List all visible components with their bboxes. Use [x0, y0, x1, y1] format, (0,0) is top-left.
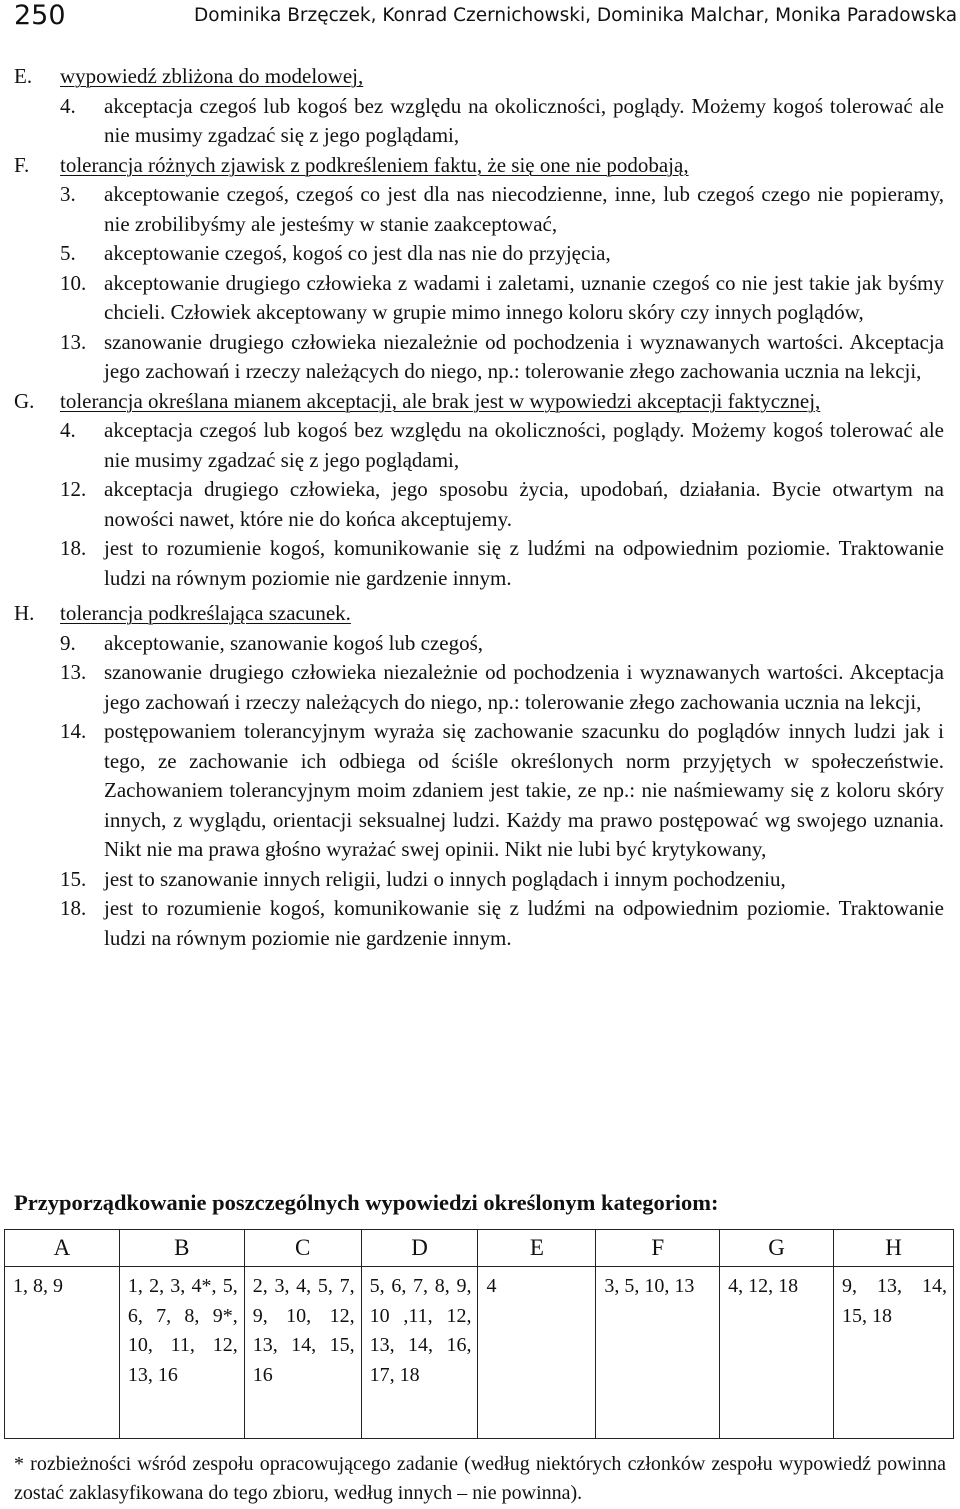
column-header: G	[720, 1230, 834, 1267]
item-text: akceptowanie, szanowanie kogoś lub czegoś,	[104, 630, 484, 655]
item-text: szanowanie drugiego człowieka niezależnie od pochodzenia i wyznawanych wartości. Akceptacja jego zachowań i rzeczy należących do niego, np.: tolerowanie złego zachowania ucznia na lekcji,	[104, 329, 944, 383]
category-title: tolerancja podkreślająca szacunek.	[60, 601, 351, 625]
item-number: 4.	[60, 418, 76, 442]
footnote: * rozbieżności wśród zespołu opracowującego zadanie (według niektórych członków zespołu wypowiedź powinna zostać zaklasyfikowana do tego zbioru, według innych – nie powinna).	[14, 1453, 946, 1504]
item-text: jest to rozumienie kogoś, komunikowanie się z ludźmi na odpowiednim poziomie. Traktowanie ludzi na równym poziomie nie gardzenie innym.	[104, 896, 944, 950]
item-number: 9.	[60, 630, 76, 655]
category-list	[14, 62, 944, 953]
category-heading	[14, 387, 944, 417]
category-title: wypowiedź zbliżona do modelowej,	[60, 64, 364, 88]
assignment-table	[4, 1229, 954, 1439]
list-item	[14, 416, 944, 475]
list-item	[14, 629, 944, 659]
item-text: jest to szanowanie innych religii, ludzi o innych poglądach i innym pochodzeniu,	[104, 866, 786, 891]
list-item	[14, 269, 944, 328]
list-item	[14, 534, 944, 593]
item-text: szanowanie drugiego człowieka niezależnie od pochodzenia i wyznawanych wartości. Akceptacja jego zachowań i rzeczy należących do niego, np.: tolerowanie złego zachowania ucznia na lekcji,	[104, 660, 944, 714]
table-row	[5, 1267, 954, 1439]
category-letter: F.	[14, 152, 30, 177]
item-number: 18.	[60, 536, 87, 560]
category-heading	[14, 599, 944, 629]
item-text: akceptowanie drugiego człowieka z wadami i zaletami, uznanie czegoś co nie jest takie jak byśmy chcieli. Człowiek akceptowany w grupie mimo innego koloru skóry czy innych poglądów,	[104, 270, 944, 324]
table-cell: 2, 3, 4, 5, 7, 9, 10, 12, 13, 14, 15, 16	[244, 1267, 361, 1439]
column-header: H	[834, 1230, 954, 1267]
assignment-title: Przyporządkowanie poszczególnych wypowiedzi określonym kategoriom:	[14, 1190, 719, 1215]
category-title: tolerancja określana mianem akceptacji, ale brak jest w wypowiedzi akceptacji faktycznej,	[60, 388, 821, 413]
table-cell: 5, 6, 7, 8, 9, 10 ,11, 12, 13, 14, 16, 17, 18	[361, 1267, 478, 1439]
page-number: 250	[14, 0, 66, 31]
item-text: akceptacja drugiego człowieka, jego sposobu życia, upodobań, działania. Bycie otwartym na nowości nawet, które nie do końca akceptujemy.	[104, 477, 944, 531]
item-number: 5.	[60, 241, 76, 265]
table-cell: 4	[478, 1267, 596, 1439]
item-number: 13.	[60, 329, 87, 354]
table-cell: 1, 2, 3, 4*, 5, 6, 7, 8, 9*, 10, 11, 12, 13, 16	[119, 1267, 244, 1439]
running-head-authors: Dominika Brzęczek, Konrad Czernichowski, Dominika Malchar, Monika Paradowska	[194, 5, 958, 26]
item-number: 18.	[60, 896, 87, 920]
category-title: tolerancja różnych zjawisk z podkreśleniem faktu, że się one nie podobają,	[60, 152, 689, 177]
item-text: akceptacja czegoś lub kogoś bez względu na okoliczności, poglądy. Możemy kogoś tolerować ale nie musimy zgadzać się z jego poglądami,	[104, 418, 944, 472]
list-item	[14, 239, 944, 269]
category-letter: G.	[14, 388, 35, 413]
item-text: akceptowanie czegoś, kogoś co jest dla nas nie do przyjęcia,	[104, 241, 611, 265]
table-cell: 3, 5, 10, 13	[596, 1267, 720, 1439]
list-item	[14, 475, 944, 534]
item-number: 4.	[60, 93, 76, 118]
category-heading	[14, 62, 944, 92]
list-item	[14, 717, 944, 865]
column-header: D	[361, 1230, 478, 1267]
list-item	[14, 658, 944, 717]
table-cell: 9, 13, 14, 15, 18	[834, 1267, 954, 1439]
item-text: akceptowanie czegoś, czegoś co jest dla nas niecodzienne, inne, lub czegoś czego nie popieramy, nie zrobilibyśmy ale jesteśmy w stanie zaakceptować,	[104, 182, 944, 236]
list-item	[14, 865, 944, 895]
item-number: 12.	[60, 477, 87, 501]
item-number: 10.	[60, 270, 87, 295]
column-header: A	[5, 1230, 120, 1267]
list-item	[14, 894, 944, 953]
list-item	[14, 180, 944, 239]
item-text: akceptacja czegoś lub kogoś bez względu na okoliczności, poglądy. Możemy kogoś tolerować ale nie musimy zgadzać się z jego poglądami,	[104, 93, 944, 147]
column-header: B	[119, 1230, 244, 1267]
list-item	[14, 92, 944, 151]
column-header: F	[596, 1230, 720, 1267]
item-number: 14.	[60, 719, 87, 743]
item-text: jest to rozumienie kogoś, komunikowanie się z ludźmi na odpowiednim poziomie. Traktowanie ludzi na równym poziomie nie gardzenie innym.	[104, 536, 944, 590]
column-header: C	[244, 1230, 361, 1267]
page-header	[14, 0, 958, 32]
table-header-row	[5, 1230, 954, 1267]
category-letter: E.	[14, 64, 33, 88]
table-cell: 4, 12, 18	[720, 1267, 834, 1439]
list-item	[14, 328, 944, 387]
item-text: postępowaniem tolerancyjnym wyraża się zachowanie szacunku do poglądów innych ludzi jak i tego, ze zachowanie ich odbiega od ściśle określonych norm przyjętych w społeczeństwie. Zachowaniem tolerancyjnym moim zdaniem jest takie, ze np.: nie naśmiewamy się z koloru skóry innych, z wyglądu, orientacji seksualnej ludzi. Każdy ma prawo postępować wg swojego uznania. Nikt nie ma prawa głośno wyrażać swej opinii. Nikt nie lubi być krytykowany,	[104, 719, 944, 861]
item-number: 13.	[60, 660, 87, 684]
column-header: E	[478, 1230, 596, 1267]
category-heading	[14, 151, 944, 181]
table-cell: 1, 8, 9	[5, 1267, 120, 1439]
category-letter: H.	[14, 601, 35, 625]
item-number: 3.	[60, 182, 76, 206]
item-number: 15.	[60, 866, 87, 891]
